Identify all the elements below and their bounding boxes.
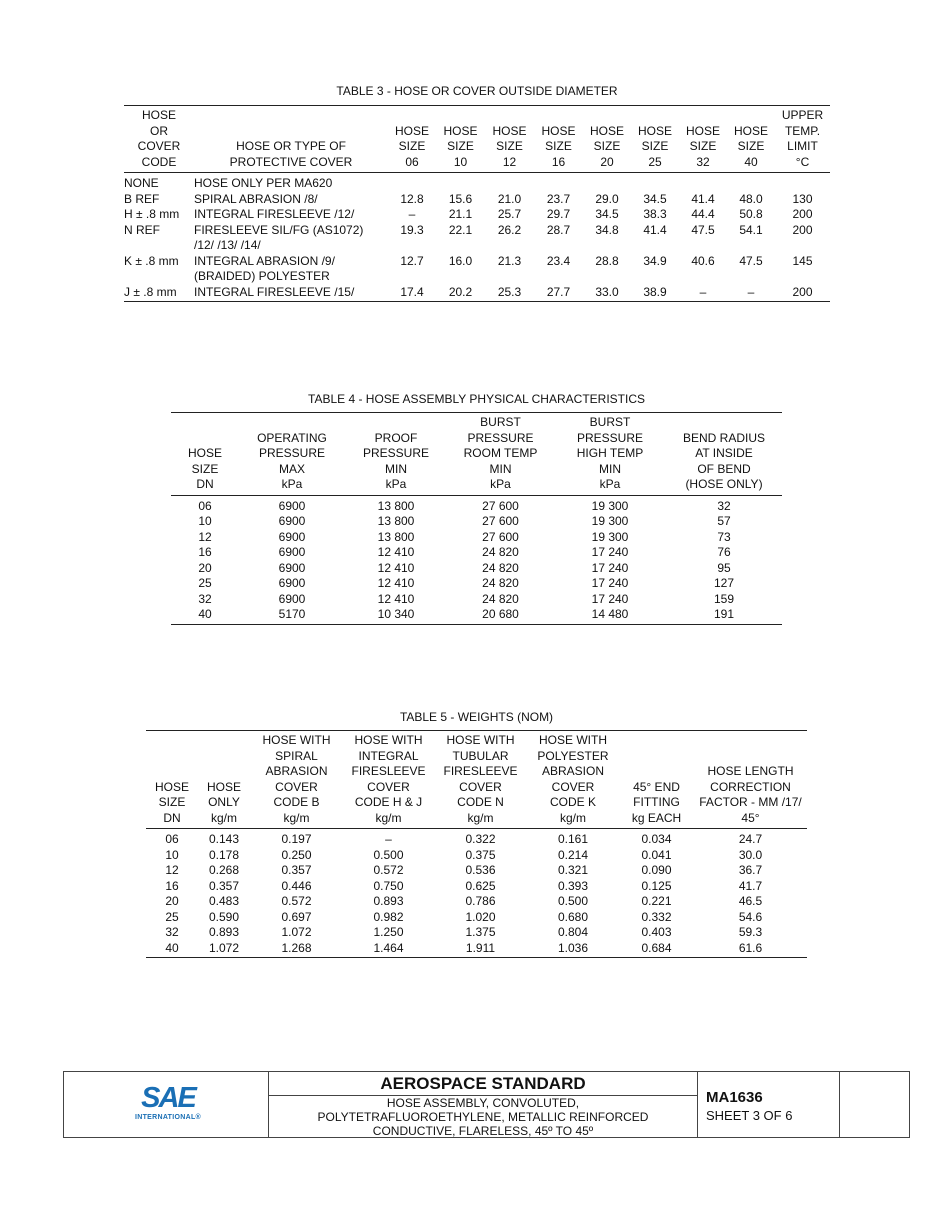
table4-cell: 19 300 (591, 498, 629, 513)
table4-cell: 159 (713, 591, 735, 606)
diameter-cell: 23.7 (546, 191, 571, 206)
document-cell (698, 1072, 840, 1137)
diameter-cell (436, 173, 485, 192)
table5-cell: 0.214 (557, 847, 589, 862)
diameter-cell: 25.7 (497, 207, 522, 221)
diameter-cell: 47.5 (739, 253, 763, 268)
table5-cell: 0.750 (373, 878, 404, 893)
diameter-cell: 28.8 (595, 253, 619, 268)
table5-cell: 0.680 (557, 909, 589, 924)
table5-cell: 61.6 (694, 941, 807, 958)
cover-type-cell: INTEGRAL FIRESLEEVE /12/ (194, 207, 355, 221)
table-row (171, 561, 782, 577)
table4-cell: 12 410 (377, 591, 415, 606)
table4-cell: 12 410 (377, 576, 415, 590)
table5-header-cell: HOSE WITH POLYESTER ABRASION COVER CODE K kg/m (527, 731, 619, 829)
cover-type-cell: /12/ /13/ /14/ (194, 238, 261, 252)
table4-cell: 12 410 (377, 560, 415, 575)
table4-cell: 6900 (278, 591, 306, 606)
diameter-cell (388, 173, 436, 192)
diameter-cell: 44.4 (691, 207, 715, 221)
table5-cell: 1.464 (343, 941, 434, 958)
table5-cell: 54.6 (738, 909, 763, 924)
table-row (124, 269, 830, 285)
table4-cell: 17 240 (591, 560, 629, 575)
table5-cell: 0.500 (557, 894, 589, 908)
cover-type-cell: HOSE ONLY PER MA620 (194, 176, 333, 190)
diameter-cell: 28.7 (546, 222, 571, 237)
table5-cell: 0.090 (641, 863, 672, 877)
sae-logo (134, 1084, 202, 1122)
table5-cell: 0.500 (373, 847, 404, 862)
table5-cell: 0.393 (557, 878, 589, 893)
table5-cell: 0.143 (208, 832, 240, 846)
diameter-cell (388, 238, 436, 254)
temp-limit-cell: 200 (792, 222, 813, 237)
table5-cell: 0.197 (281, 832, 312, 846)
table5-header-cell: HOSE SIZE DN (146, 731, 198, 829)
table5-cell: 46.5 (738, 894, 763, 908)
table5-cell: 0.804 (557, 925, 589, 939)
table5-cell: 0.893 (373, 894, 404, 908)
title-block (63, 1071, 910, 1138)
diameter-cell: 22.1 (448, 222, 473, 237)
table4-caption: TABLE 4 - HOSE ASSEMBLY PHYSICAL CHARACTERISTICS (308, 392, 645, 406)
table4-header-cell: BURST PRESSURE HIGH TEMP MIN kPa (554, 413, 666, 495)
diameter-cell (727, 238, 775, 254)
table-row (146, 829, 807, 848)
table4-cell: 14 480 (554, 607, 666, 624)
table4-cell: 6900 (278, 529, 306, 544)
table4-cell: 24 820 (482, 545, 519, 559)
table4-cell: 27 600 (482, 498, 519, 513)
diameter-cell (631, 238, 679, 254)
temp-limit-cell (775, 173, 830, 192)
document-number: MA1636 (706, 1089, 763, 1106)
logo-cell (64, 1072, 269, 1137)
table4-cell: 25 (198, 576, 212, 590)
table4-header-cell: BURST PRESSURE ROOM TEMP MIN kPa (447, 413, 554, 495)
table5-cell: 25 (165, 909, 179, 924)
table4-cell: 95 (717, 560, 731, 575)
table4-cell: 27 600 (482, 514, 519, 528)
table3 (124, 106, 830, 302)
temp-limit-cell: 200 (792, 207, 813, 221)
diameter-cell (436, 269, 485, 285)
diameter-cell: 29.0 (595, 191, 619, 206)
table5-cell: 0.041 (641, 847, 672, 862)
table5-cell: 16 (165, 878, 179, 893)
diameter-cell: 40.6 (691, 253, 715, 268)
table5-cell: 1.375 (465, 925, 496, 939)
table-row (171, 607, 782, 624)
table4-cell: 40 (171, 607, 239, 624)
table5-cell: 32 (165, 925, 179, 939)
diameter-cell: 25.3 (485, 285, 534, 302)
diameter-cell: 50.8 (739, 207, 763, 221)
table-row (124, 238, 830, 254)
table4-cell: 12 410 (377, 545, 415, 559)
table4-cell: 24 820 (482, 576, 519, 590)
table-row (146, 863, 807, 879)
table5-cell: 24.7 (738, 832, 763, 846)
diameter-cell: 20.2 (436, 285, 485, 302)
table3-header-row (124, 106, 830, 173)
table5-cell: 0.982 (373, 909, 404, 924)
table5-cell: 1.072 (281, 925, 312, 939)
cover-code-cell (124, 269, 194, 285)
diameter-cell (485, 173, 534, 192)
diameter-cell: 47.5 (691, 222, 715, 237)
diameter-cell: 19.3 (400, 222, 424, 237)
table5-cell: 1.911 (434, 941, 527, 958)
table5-cell: 12 (165, 863, 179, 877)
table5-cell: 0.403 (641, 925, 672, 939)
table5-header-row (146, 731, 807, 829)
table4-cell: 27 600 (482, 529, 519, 544)
table4-cell: 13 800 (377, 529, 415, 544)
table5-caption: TABLE 5 - WEIGHTS (NOM) (399, 710, 554, 724)
table3-header-size: HOSE SIZE 40 (727, 106, 775, 173)
temp-limit-cell (775, 269, 830, 285)
diameter-cell (583, 173, 631, 192)
table5-header-cell: HOSE WITH TUBULAR FIRESLEEVE COVER CODE N kg/m (434, 731, 527, 829)
table5-cell: 0.536 (465, 863, 496, 877)
table4-cell: 17 240 (591, 576, 629, 590)
table5-cell: 0.483 (208, 894, 240, 908)
cover-type-cell: (BRAIDED) POLYESTER (194, 269, 330, 283)
table-row (146, 941, 807, 958)
table-row (171, 592, 782, 608)
table3-header-size: HOSE SIZE 12 (485, 106, 534, 173)
table4-header-cell: HOSE SIZE DN (171, 413, 239, 495)
table5-header-cell: HOSE WITH INTEGRAL FIRESLEEVE COVER CODE H & J kg/m (343, 731, 434, 829)
diameter-cell (485, 238, 534, 254)
table5-cell: 0.221 (641, 894, 672, 908)
diameter-cell: 21.1 (448, 207, 473, 221)
diameter-cell: 26.2 (497, 222, 522, 237)
table4-cell: 6900 (278, 498, 306, 513)
diameter-cell: 33.0 (583, 285, 631, 302)
cover-code-cell: NONE (124, 176, 159, 190)
diameter-cell: 21.3 (497, 253, 522, 268)
diameter-cell (679, 173, 727, 192)
table5-cell: 1.250 (373, 925, 404, 939)
table5-cell: 0.684 (619, 941, 694, 958)
table5 (146, 731, 807, 958)
cover-type-cell: INTEGRAL ABRASION /9/ (194, 253, 335, 268)
table4-cell: 19 300 (591, 529, 629, 544)
table4-cell: 6900 (278, 545, 306, 559)
table5-cell: 1.268 (250, 941, 343, 958)
table5-cell: 0.250 (281, 847, 312, 862)
table3-header-type: HOSE OR TYPE OF PROTECTIVE COVER (194, 106, 388, 173)
table3-header-size: HOSE SIZE 16 (534, 106, 583, 173)
table5-header-cell: HOSE WITH SPIRAL ABRASION COVER CODE B kg/m (250, 731, 343, 829)
diameter-cell: 12.8 (400, 191, 424, 206)
diameter-cell: 38.9 (631, 285, 679, 302)
table5-cell: 30.0 (738, 847, 763, 862)
cover-code-cell: B REF (124, 191, 160, 206)
diameter-cell: 21.0 (497, 191, 522, 206)
diameter-cell: 27.7 (534, 285, 583, 302)
table5-cell: 10 (165, 847, 179, 862)
table3-header-temp: UPPER TEMP. LIMIT °C (775, 106, 830, 173)
table5-header-cell: HOSE LENGTH CORRECTION FACTOR - MM /17/ 45° (694, 731, 807, 829)
table3-header-size: HOSE SIZE 06 (388, 106, 436, 173)
table-row (171, 495, 782, 514)
table5-cell: 0.321 (557, 863, 589, 877)
table5-cell: 0.322 (465, 832, 496, 846)
diameter-cell (436, 238, 485, 254)
diameter-cell (679, 238, 727, 254)
table5-cell: 0.034 (641, 832, 672, 846)
table4-cell: 6900 (278, 514, 306, 528)
table3-header-size: HOSE SIZE 20 (583, 106, 631, 173)
table-row (146, 910, 807, 926)
table4-header-cell: BEND RADIUS AT INSIDE OF BEND (HOSE ONLY) (666, 413, 782, 495)
cover-code-cell: N REF (124, 222, 160, 237)
diameter-cell (485, 269, 534, 285)
diameter-cell: – (408, 207, 416, 221)
diameter-cell: – (727, 285, 775, 302)
temp-limit-cell: 130 (792, 191, 813, 206)
table4-cell: 12 (198, 529, 212, 544)
diameter-cell: 54.1 (739, 222, 763, 237)
table4-cell: 127 (713, 576, 735, 590)
diameter-cell (534, 173, 583, 192)
sae-logo-subtext: INTERNATIONAL® (134, 1114, 201, 1121)
diameter-cell: 48.0 (739, 191, 763, 206)
table5-cell: 0.786 (465, 894, 496, 908)
table5-cell: 20 (165, 894, 179, 908)
table4-cell: 20 (198, 560, 212, 575)
table5-cell: 0.332 (641, 909, 672, 924)
table4-cell: 13 800 (377, 498, 415, 513)
table4-cell: 17 240 (591, 591, 629, 606)
table5-cell: 0.893 (208, 925, 240, 939)
table5-cell: 0.357 (208, 878, 240, 893)
table3-caption: TABLE 3 - HOSE OR COVER OUTSIDE DIAMETER (336, 84, 618, 98)
table4-cell: 5170 (239, 607, 345, 624)
table-row (171, 514, 782, 530)
diameter-cell: 23.4 (546, 253, 571, 268)
table-row (124, 254, 830, 270)
table4-header-cell: PROOF PRESSURE MIN kPa (345, 413, 447, 495)
table5-cell: – (385, 832, 392, 846)
table4-cell: 17 240 (591, 545, 629, 559)
diameter-cell: 34.5 (595, 207, 619, 221)
temp-limit-cell: 200 (775, 285, 830, 302)
table-row (124, 192, 830, 208)
table5-cell: 0.572 (373, 863, 404, 877)
diameter-cell (534, 269, 583, 285)
diameter-cell: 41.4 (691, 191, 715, 206)
table5-header-cell: HOSE ONLY kg/m (198, 731, 250, 829)
table5-header-cell: 45° END FITTING kg EACH (619, 731, 694, 829)
cover-type-cell: INTEGRAL FIRESLEEVE /15/ (194, 285, 388, 302)
table3-header-code: HOSE OR COVER CODE (124, 106, 194, 173)
diameter-cell (631, 269, 679, 285)
standard-cell (269, 1072, 698, 1137)
table3-header-size: HOSE SIZE 32 (679, 106, 727, 173)
diameter-cell (679, 269, 727, 285)
table4-cell: 32 (198, 591, 212, 606)
table5-cell: 0.590 (208, 909, 240, 924)
table4-cell: 32 (717, 498, 731, 513)
standard-description: HOSE ASSEMBLY, CONVOLUTED, POLYTETRAFLUOROETHYLENE, METALLIC REINFORCED CONDUCTIVE, FLARELESS, 45º TO 45º (317, 1096, 649, 1138)
diameter-cell (631, 173, 679, 192)
table5-cell: 1.036 (527, 941, 619, 958)
table-row (146, 848, 807, 864)
table5-cell: 0.161 (557, 832, 589, 846)
table4-header-cell: OPERATING PRESSURE MAX kPa (239, 413, 345, 495)
table4-cell: 16 (198, 545, 212, 559)
table5-cell: 0.178 (208, 847, 240, 862)
table4-cell: 19 300 (591, 514, 629, 528)
table4-cell: 24 820 (482, 560, 519, 575)
table4-cell: 13 800 (377, 514, 415, 528)
table4-cell: 73 (717, 529, 731, 544)
table4-cell: 10 340 (345, 607, 447, 624)
diameter-cell: 34.5 (643, 191, 667, 206)
table4-cell: 191 (666, 607, 782, 624)
table-row (171, 576, 782, 592)
table5-cell: 1.072 (198, 941, 250, 958)
table3-header-size: HOSE SIZE 10 (436, 106, 485, 173)
table-row (146, 894, 807, 910)
diameter-cell: 29.7 (546, 207, 571, 221)
table-row (146, 925, 807, 941)
diameter-cell: 15.6 (448, 191, 473, 206)
table-row (171, 545, 782, 561)
diameter-cell: 34.9 (643, 253, 667, 268)
diameter-cell (583, 269, 631, 285)
table5-cell: 40 (146, 941, 198, 958)
blank-cell (840, 1072, 911, 1137)
temp-limit-cell (775, 238, 830, 254)
diameter-cell: 41.4 (643, 222, 667, 237)
table4-cell: 20 680 (447, 607, 554, 624)
table5-cell: 36.7 (738, 863, 763, 877)
table5-cell: 0.268 (208, 863, 240, 877)
table5-cell: 0.446 (281, 878, 312, 893)
table5-cell: 0.625 (465, 878, 496, 893)
cover-code-cell: J ± .8 mm (124, 285, 194, 302)
table5-cell: 0.357 (281, 863, 312, 877)
table5-cell: 59.3 (738, 925, 763, 939)
table-row (171, 530, 782, 546)
table3-header-size: HOSE SIZE 25 (631, 106, 679, 173)
sheet-number: SHEET 3 OF 6 (706, 1108, 793, 1123)
table-row (146, 879, 807, 895)
table4-cell: 6900 (278, 576, 306, 590)
table5-cell: 06 (165, 832, 179, 846)
cover-type-cell: SPIRAL ABRASION /8/ (194, 191, 318, 206)
table4-cell: 06 (198, 498, 212, 513)
cover-code-cell (124, 238, 194, 254)
table4-header-row (171, 413, 782, 495)
table-row (124, 223, 830, 239)
table4-cell: 10 (198, 514, 212, 528)
cover-code-cell: K ± .8 mm (124, 253, 179, 268)
diameter-cell (727, 269, 775, 285)
cover-code-cell: H ± .8 mm (124, 207, 180, 221)
table-row (124, 173, 830, 192)
diameter-cell (727, 173, 775, 192)
table5-cell: 0.572 (281, 894, 312, 908)
table5-cell: 0.697 (281, 909, 312, 924)
standard-title: AEROSPACE STANDARD (269, 1072, 697, 1096)
table5-cell: 0.375 (465, 847, 496, 862)
diameter-cell: 38.3 (643, 207, 667, 221)
cover-type-cell: FIRESLEEVE SIL/FG (AS1072) (194, 222, 364, 237)
table5-cell: 1.020 (465, 909, 496, 924)
table4-cell: 57 (717, 514, 731, 528)
table4 (171, 413, 782, 625)
table5-cell: 41.7 (738, 878, 763, 893)
diameter-cell: 16.0 (448, 253, 473, 268)
temp-limit-cell: 145 (792, 253, 813, 268)
diameter-cell: 12.7 (400, 253, 424, 268)
diameter-cell: 17.4 (388, 285, 436, 302)
table-row (124, 207, 830, 223)
diameter-cell: 34.8 (595, 222, 619, 237)
diameter-cell: – (679, 285, 727, 302)
table-row (124, 285, 830, 302)
sae-logo-mark: SAE (141, 1082, 195, 1114)
table5-cell: 0.125 (641, 878, 672, 893)
table4-cell: 76 (717, 545, 731, 559)
diameter-cell (534, 238, 583, 254)
table4-cell: 24 820 (482, 591, 519, 606)
diameter-cell (388, 269, 436, 285)
diameter-cell (583, 238, 631, 254)
table4-cell: 6900 (278, 560, 306, 575)
